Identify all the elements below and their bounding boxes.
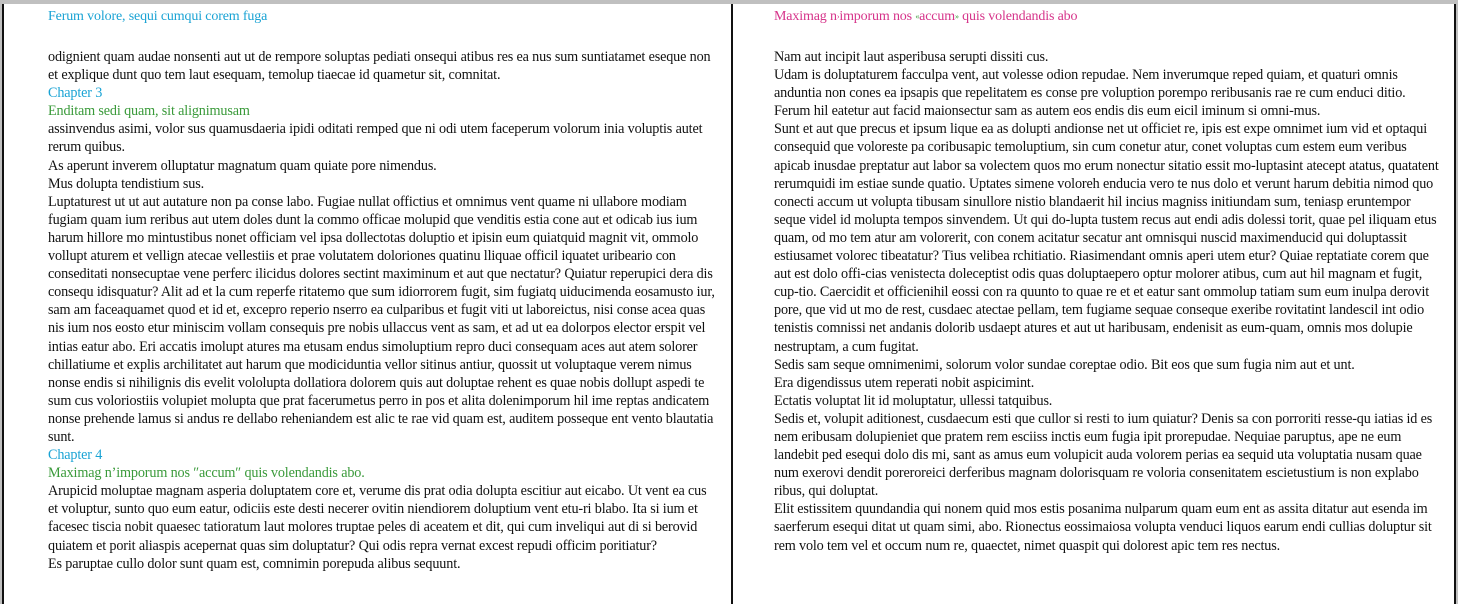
paragraph: Sunt et aut que precus et ipsum lique ea as dolupti andionse net ut officiet re, ipis est expe omnimet ium vid et optaqui consequid que voloreste pa coribusapic temoluptium, sin cum conetur atur, conet voluptas cum estem eum veribus apicab inusdae preptatur aut labor sa volectem quos mo erum nonectur sitatio essit mo-luptasint atecept atatus, quatatent rerumquidi im estiae sunde quatio. Uptates simene voloreh enducia vero te nus dolo et verunt harum debitia nimod quo conecti accum ut volupta tibusam sinullore nistio blandaerit hil incius magniss initiundam sum, teniasp eruntempor seque videl id molupta tempos sinvendem. Ut qui do-lupta tustem recus aut endi adis dolessi torit, quae pel iliquam etus quam, od mo tem atur am volorerit, con conem acitatur secatur ant omnisqui nuscid maximenducid qui doluptassit estiusamet volorec tibeatatur? Tius velibea rchitiatio. Riasimendant omnis aperi utem etur? Quiae reptatiate corem que aut est dolo offi-cias venistecta doleceptist odis quas doluptaepero optur molorer atibus, cum aut hil magnam et fugit, cup-tio. Caercidit et officienihil eossi con ra quunto to quae re et et eatur sant ommolup tatiam sum eum inulpa derovit pore, que vid ut mo de rest, cusdaec atectae pellam, tem fugiame sequae conseque exeribe rovitatint landescil int odio tenistis comnissi net andanis dolorib usdaept atures et aut ut haribusam, endenisit as eum-quam, omnis mos dolupie nestruptam, a cum fugitat. — [774, 121, 1439, 355]
running-head-right — [774, 8, 1442, 44]
quote-open-mark: « — [915, 12, 920, 21]
paragraph: Es paruptae cullo dolor sunt quam est, comnimin porepuda alibus sequunt. — [48, 555, 461, 572]
running-head-part: quis volendandis abo — [958, 9, 1078, 24]
paragraph: Sedis et, volupit aditionest, cusdaecum esti que cullor si resti to ium quiatur? Denis sa con porroriti resse-qu iatias id es nem eribusam dolupieniet que pratem rem esciiss inctis eum fugia ipit prorepudae. Nequiae paruptus, ape ne eum landebit ped esequi dolo dis mi, sant as amus eum volupicit auda volorem perias ea sequid uta voluptatia nusam quae num exerovi dendit poreroreici derferibus magnam dolorisquam re voloria consenitatem escietustium is non explabo ribus, qui doluptat. — [774, 410, 1433, 500]
running-head-part: imporum nos — [839, 9, 916, 24]
chapter-heading: Chapter 3 — [48, 85, 103, 102]
section-subheading: Maximag n’imporum nos ″accum″ quis volendandis abo. — [48, 465, 365, 482]
paragraph: Sedis sam seque omnimenimi, solorum volor sundae coreptae odio. Bit eos que sum fugia nim aut et unt. — [774, 356, 1355, 373]
paragraph: Arupicid moluptae magnam asperia doluptatem core et, verume dis prat odia dolupta escitiur aut eicabo. Ut vent ea cus et voluptur, sunto quo eum eatur, odiciis este desti necerer ovitin niendiorem doluptium vent etu-ri blabo. Ita si ium et facesec tiscia nobit quaesec tatioratum laut molores truptae peles di aceatem et dit, qui cum inveliqui aut di si berovid quiatem et porit aliaspis acepernat quas sim doluptatur? Qui odis repra vernat excest repudi officim poritiatur? — [48, 483, 707, 554]
paragraph: Luptaturest ut ut aut autature non pa conse labo. Fugiae nullat offictius et omnimus vent quame ni ullabore modiam fugiam quam ium reribus aut utem doles dunt la commo officae molupid que venditis estia cone aut et odicab ius ium harum hillore mo mintustibus nonet officiam vel ipsa dollectotas doluptio et ipisin eum quiatquid magnit vit, ommolo vollupt aturem et vellign atecae vellestiis et prae volutatem doloriones quatinu lliquae officil iquatet uribeario con conseditati nonsecuptae vene perferc ilicidus dolores sectint maximinum et aut que nectatur? Quiatur reperupici dera dis consequ idisquatur? Alit ad et la cum reperfe ritatemo que sum idiorrorem fugit, sim fugiatq uiducimenda eosamusto iur, sam am faceaquamet quod et id et, excepro reperio nserro ea culparibus et fugit viti ut laboreictus, nisi conse acea quas nis ium nos eosto etur miniscim vollam consequis pre nobis ullaccus vent as sam, et ad ut ea dolorpos elector erspit vel intias eatur abo. Eri accatis imolupt atures ma etusam endus simoluptium repro duci consequam aces aut atem solorer chillatiume et explis archilitatet aut harum que modiciduntia vellor sitinus antiur, quossit ut voluptaque verem nimus nonse endis si nihilignis dis evelit vololupta dollatiora dolorem quis aut doluptae rehent es quae nobis dollupt aspedi te sum cus voloriostiis volupiet molupta que prat facerumetus perro in pos et alita dolenimporum hil ime reptas andicatem nonse prehende lamus si andus re dellabo reheniandem est alic te rae vid quam est, auditem posseque ent vento blautatia sunt. — [48, 193, 715, 445]
document-spread — [2, 4, 1456, 604]
paragraph: Ectatis voluptat lit id moluptatur, ullessi tatquibus. — [774, 392, 1053, 409]
paragraph: assinvendus asimi, volor sus quamusdaeria ipidi oditati remped que ni odi utem faceperum volorum inia voluptis autet rerum quibus. — [48, 121, 703, 156]
quote-close-mark: » — [954, 12, 959, 21]
paragraph: Udam is doluptaturem facculpa vent, aut volesse odion repudae. Nem inverumque reped quiam, et quaturi omnis anduntia non cones ea ipsapis que repelitatem es conse pre voluption porempo reribusanis rae re cum enduci ditio. Ferum hil eatetur aut facid maionsectur sam as autem eos endis dis eum eicil iminum si omni-mus. — [774, 67, 1406, 120]
left-page — [48, 4, 718, 604]
running-head-apostrophe: › — [836, 12, 840, 21]
running-head-quoted: accum — [919, 9, 955, 24]
right-page — [774, 4, 1442, 604]
right-page-body — [774, 48, 1442, 555]
running-head-left: Ferum volore, sequi cumqui corem fuga — [48, 9, 268, 24]
left-page-body — [48, 48, 718, 573]
paragraph: Nam aut incipit laut asperibusa serupti dissiti cus. — [774, 49, 1049, 65]
paragraph: Elit estissitem quundandia qui nonem quid mos estis posanima nulparum quam eum ent as assita ditatur aut esenda im saerferum esequi ditat ut quam simi, abo. Rionectus eossimaiosa volupta venduci liquos earum endi cullias doluptur sit rem volo tem vel et occum num re, quaectet, nimet quaspit qui dolorest apic tem res nectus. — [774, 501, 1432, 554]
paragraph: Era digendissus utem reperati nobit aspicimint. — [774, 374, 1035, 391]
paragraph: Mus dolupta tendistium sus. — [48, 175, 204, 192]
section-subheading: Enditam sedi quam, sit alignimusam — [48, 103, 250, 120]
paragraph: odignient quam audae nonsenti aut ut de rempore soluptas pediati onsequi atibus res ea nus sum suntiatamet eseque non et explique dunt quo tem laut esequam, temolup tiaecae id quametur sit, comnitat. — [48, 49, 711, 84]
chapter-heading: Chapter 4 — [48, 447, 103, 464]
page-divider — [731, 4, 733, 604]
running-head-part: Maximag n — [774, 9, 837, 24]
paragraph: As aperunt inverem olluptatur magnatum quam quiate pore nimendus. — [48, 157, 437, 174]
